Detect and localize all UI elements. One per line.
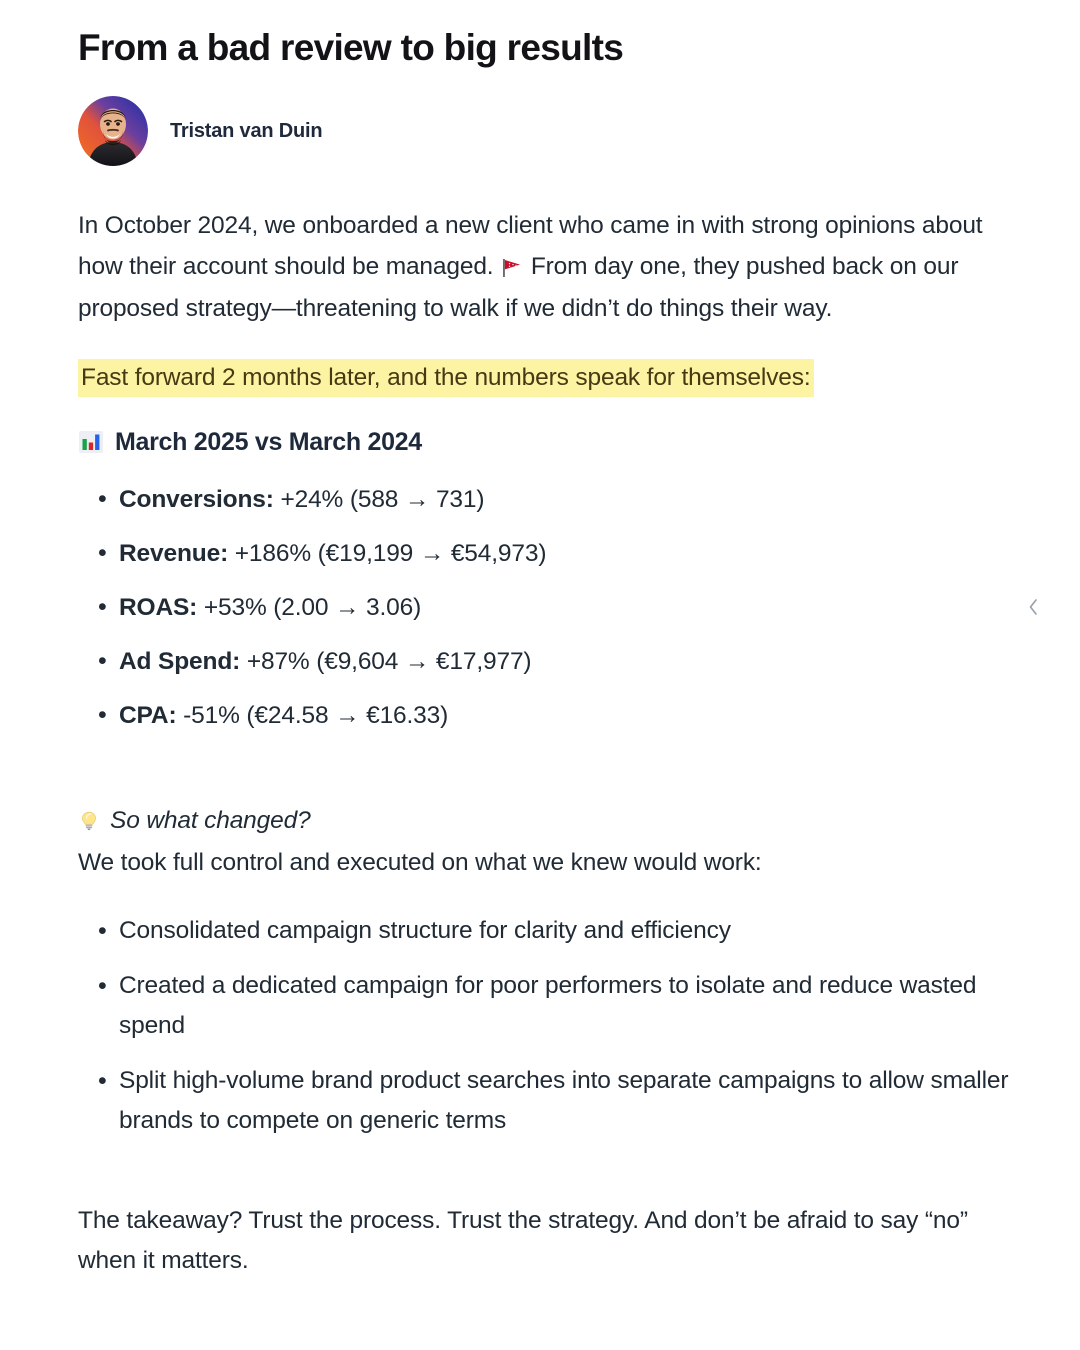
metric-value: +53% (2.00 → 3.06) <box>203 593 422 621</box>
metric-value: +87% (€9,604 → €17,977) <box>246 647 532 675</box>
intro-paragraph <box>78 206 1003 330</box>
list-item <box>78 483 1020 517</box>
chevron-left-icon[interactable] <box>1022 596 1044 618</box>
light-bulb-emoji <box>78 810 100 832</box>
author-row[interactable] <box>78 96 1020 166</box>
list-item <box>78 537 1020 571</box>
metrics-list <box>78 483 1020 733</box>
list-item <box>78 699 1020 733</box>
triangular-flag-emoji <box>493 249 530 290</box>
results-heading <box>78 428 1020 457</box>
takeaway-paragraph: The takeaway? Trust the process. Trust the strategy. And don’t be afraid to say “no” when it matters. <box>78 1206 968 1275</box>
page-title: From a bad review to big results <box>78 27 624 68</box>
metric-value: -51% (€24.58 → €16.33) <box>183 701 449 729</box>
metric-label: Revenue: <box>119 539 229 567</box>
list-item: • Split high-volume brand product searches into separate campaigns to allow smaller brands to compete on generic terms <box>78 1061 1013 1141</box>
metric-value: +24% (588 → 731) <box>280 485 485 513</box>
changed-heading-label: So what changed? <box>110 806 311 834</box>
author-name: Tristan van Duin <box>170 119 323 142</box>
results-heading-label: March 2025 vs March 2024 <box>115 427 422 456</box>
list-item: • Created a dedicated campaign for poor performers to isolate and reduce wasted spend <box>78 966 1013 1046</box>
intro-text-after-flag: From day one, they pushed back on our proposed strategy—threatening to walk if we didn’t do things their way. <box>78 252 959 323</box>
avatar[interactable] <box>78 96 148 166</box>
changes-list <box>78 911 1020 1141</box>
changed-block <box>78 803 1020 1141</box>
metric-label: CPA: <box>119 701 177 729</box>
metric-label: ROAS: <box>119 593 198 621</box>
changed-subheading: We took full control and executed on what we knew would work: <box>78 848 762 876</box>
intro-text-before-flag: In October 2024, we onboarded a new client who came in with strong opinions about how their account should be managed. <box>78 212 983 280</box>
changed-heading <box>78 803 1020 839</box>
metric-value: +186% (€19,199 → €54,973) <box>234 539 547 567</box>
bar-chart-emoji <box>78 429 104 455</box>
list-item <box>78 645 1020 679</box>
metric-label: Conversions: <box>119 485 274 513</box>
metric-label: Ad Spend: <box>119 647 241 675</box>
list-item: • Consolidated campaign structure for clarity and efficiency <box>78 911 1013 951</box>
list-item <box>78 591 1020 625</box>
highlight-text: Fast forward 2 months later, and the numbers speak for themselves: <box>78 359 814 397</box>
highlight-line <box>78 358 1020 398</box>
